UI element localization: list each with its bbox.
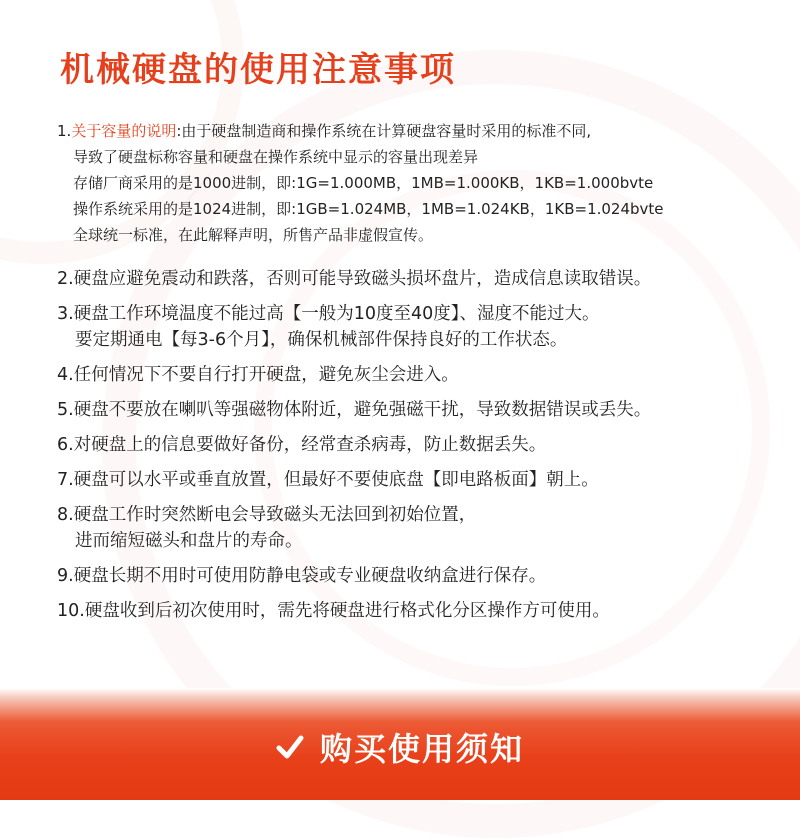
note-4-text: 4.任何情况下不要自行打开硬盘，避免灰尘会进入。 [57, 365, 459, 385]
note-item-1 [57, 118, 777, 248]
note-10-text: 10.硬盘收到后初次使用时，需先将硬盘进行格式化分区操作方可使用。 [57, 601, 610, 621]
note-item-4 [57, 362, 777, 388]
note-1-line-3: 存储厂商采用的是1000进制，即:1G=1.000MB，1MB=1.000KB，1KB=1.000bvte [73, 174, 654, 192]
note-item-5 [57, 397, 777, 423]
note-1-line-2: 导致了硬盘标称容量和硬盘在操作系统中显示的容量出现差异 [73, 148, 479, 166]
note-item-7 [57, 467, 777, 493]
note-1-highlight: 关于容量的说明 [71, 122, 177, 140]
note-item-3 [57, 301, 777, 353]
checkmark-icon [276, 733, 304, 761]
note-1-lead: :由于硬盘制造商和操作系统在计算硬盘容量时采用的标准不同, [176, 122, 592, 140]
page-title: 机械硬盘的使用注意事项 [60, 50, 456, 90]
note-5-text: 5.硬盘不要放在喇叭等强磁物体附近，避免强磁干扰，导致数据错误或丢失。 [57, 400, 652, 420]
note-1-line-5: 全球统一标准，在此解释声明，所售产品非虚假宣传。 [73, 226, 434, 244]
note-1-line-1 [57, 118, 777, 144]
note-item-8 [57, 502, 777, 554]
note-9-text: 9.硬盘长期不用时可使用防静电袋或专业硬盘收纳盒进行保存。 [57, 566, 547, 586]
footer-banner [0, 688, 800, 800]
note-3-continuation: 要定期通电【每3-6个月】，确保机械部件保持良好的工作状态。 [75, 330, 568, 350]
note-7-text: 7.硬盘可以水平或垂直放置，但最好不要使底盘【即电路板面】朝上。 [57, 470, 599, 490]
note-3-text: 3.硬盘工作环境温度不能过高【一般为10度至40度】、湿度不能过大。 [57, 304, 600, 324]
footer-label: 购买使用须知 [319, 730, 524, 768]
note-2-text: 2.硬盘应避免震动和跌落，否则可能导致磁头损坏盘片，造成信息读取错误。 [57, 269, 652, 289]
footer-content [276, 724, 524, 770]
note-8-text: 8.硬盘工作时突然断电会导致磁头无法回到初始位置， [57, 505, 477, 525]
notes-list [57, 118, 777, 624]
note-6-text: 6.对硬盘上的信息要做好备份，经常查杀病毒，防止数据丢失。 [57, 435, 547, 455]
note-item-10 [57, 598, 777, 624]
note-8-continuation: 进而缩短磁头和盘片的寿命。 [75, 531, 303, 551]
note-item-6 [57, 432, 777, 458]
note-1-number: 1. [57, 122, 72, 140]
note-item-9 [57, 563, 777, 589]
note-item-2 [57, 266, 777, 292]
note-1-line-4: 操作系统采用的是1024进制，即:1GB=1.024MB，1MB=1.024KB，1KB=1.024bvte [73, 200, 664, 218]
